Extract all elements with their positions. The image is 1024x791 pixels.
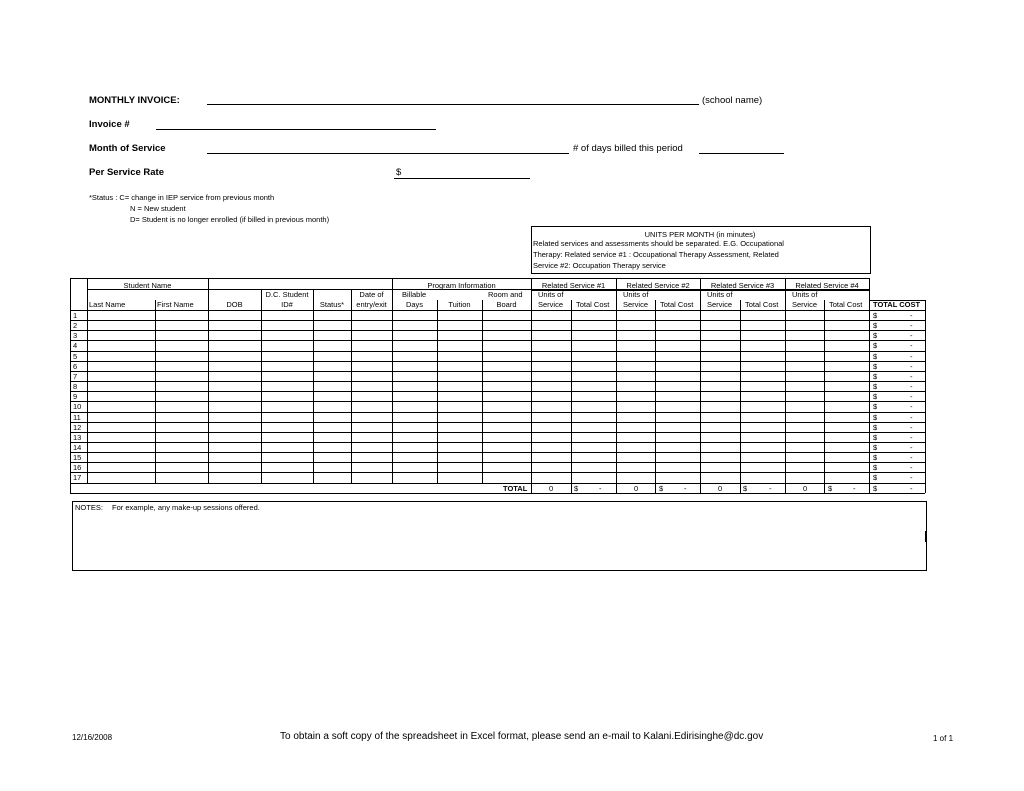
school-name-hint: (school name) bbox=[702, 95, 763, 106]
row-number: 6 bbox=[73, 361, 78, 371]
monthly-invoice-label: MONTHLY INVOICE: bbox=[89, 95, 180, 106]
footer-page-number: 1 of 1 bbox=[933, 734, 954, 743]
row-number: 3 bbox=[73, 331, 78, 341]
row-number: 17 bbox=[73, 473, 82, 483]
grid-vline bbox=[261, 290, 262, 483]
row-number: 14 bbox=[73, 442, 82, 452]
row-total-dollar: $ bbox=[873, 392, 878, 402]
row-number: 13 bbox=[73, 432, 82, 442]
row-number: 4 bbox=[73, 341, 78, 351]
row-total-value: - bbox=[910, 422, 913, 432]
row-total-dollar: $ bbox=[873, 321, 878, 331]
units-box-line1: Related services and assessments should be separated. E.G. Occupational bbox=[533, 239, 784, 248]
grid-vline bbox=[313, 290, 314, 483]
room-header-2: Board bbox=[496, 300, 517, 309]
units-box-line3: Service #2: Occupation Therapy service bbox=[533, 261, 666, 270]
dob-header: DOB bbox=[226, 300, 243, 309]
row-total-value: - bbox=[910, 311, 913, 320]
total-label: TOTAL bbox=[503, 483, 528, 493]
grid-hline bbox=[531, 290, 869, 291]
row-total-value: - bbox=[910, 463, 913, 473]
row-number: 1 bbox=[73, 311, 78, 320]
notes-resize-marker bbox=[925, 531, 927, 542]
rs3-group-header: Related Service #3 bbox=[710, 281, 775, 290]
status-note-line2: N = New student bbox=[130, 204, 186, 213]
status-note-line1: *Status : C= change in IEP service from previous month bbox=[89, 193, 275, 202]
row-total-dollar: $ bbox=[873, 412, 878, 422]
row-number: 2 bbox=[73, 321, 78, 331]
first-name-header: First Name bbox=[157, 300, 194, 309]
month-of-service-label: Month of Service bbox=[89, 143, 166, 154]
grid-hline bbox=[70, 493, 925, 494]
date-header-2: entry/exit bbox=[356, 300, 387, 309]
dc-student-header-2: ID# bbox=[281, 300, 293, 309]
last-name-header: Last Name bbox=[89, 300, 126, 309]
month-of-service-field[interactable] bbox=[207, 153, 569, 154]
row-total-value: - bbox=[910, 402, 913, 412]
row-total-value: - bbox=[910, 351, 913, 361]
rate-dollar-sign: $ bbox=[396, 167, 402, 178]
row-total-dollar: $ bbox=[873, 473, 878, 483]
units-box-title: UNITS PER MONTH (in minutes) bbox=[644, 230, 756, 239]
notes-text: For example, any make-up sessions offered. bbox=[112, 503, 260, 512]
grid-hline bbox=[70, 462, 925, 463]
rs2-group-header: Related Service #2 bbox=[626, 281, 690, 290]
rs4-total-units: 0 bbox=[803, 483, 808, 493]
rs4-total-cost: - bbox=[853, 483, 856, 493]
row-number: 16 bbox=[73, 463, 82, 473]
grid-vline bbox=[925, 300, 926, 493]
rs2-units-header-1: Units of bbox=[623, 290, 649, 299]
rs3-total-units: 0 bbox=[718, 483, 723, 493]
units-box-line2: Therapy: Related service #1 : Occupational Therapy Assessment, Related bbox=[533, 250, 779, 259]
invoice-number-label: Invoice # bbox=[89, 119, 130, 130]
rs3-total-cost: - bbox=[769, 483, 772, 493]
per-service-rate-field[interactable] bbox=[394, 178, 530, 179]
row-total-value: - bbox=[910, 341, 913, 351]
row-total-dollar: $ bbox=[873, 453, 878, 463]
row-total-value: - bbox=[910, 361, 913, 371]
grid-hline bbox=[70, 483, 925, 484]
row-number: 8 bbox=[73, 382, 78, 392]
rs3-total-dollar: $ bbox=[743, 483, 748, 493]
row-number: 5 bbox=[73, 351, 78, 361]
grid-vline bbox=[655, 300, 656, 493]
row-number: 7 bbox=[73, 371, 78, 381]
row-total-dollar: $ bbox=[873, 341, 878, 351]
row-total-dollar: $ bbox=[873, 311, 878, 320]
rs1-total-cost: - bbox=[599, 483, 602, 493]
grid-hline bbox=[70, 351, 925, 352]
rs3-units-header-2: Service bbox=[707, 300, 733, 309]
grid-hline bbox=[869, 300, 925, 301]
grid-hline bbox=[70, 278, 869, 279]
rs4-cost-header: Total Cost bbox=[829, 300, 863, 309]
row-total-value: - bbox=[910, 331, 913, 341]
grand-total-dollar: $ bbox=[873, 483, 878, 493]
rs1-units-header-1: Units of bbox=[538, 290, 564, 299]
billable-header-1: Billable bbox=[402, 290, 427, 299]
grand-total-cost: - bbox=[910, 483, 913, 493]
grid-hline bbox=[70, 452, 925, 453]
row-total-value: - bbox=[910, 382, 913, 392]
grid-hline bbox=[70, 330, 925, 331]
row-total-dollar: $ bbox=[873, 382, 878, 392]
footer-message: To obtain a soft copy of the spreadsheet in Excel format, please send an e-mail to Kalani.Edirisinghe@dc.gov bbox=[280, 731, 764, 742]
notes-label: NOTES: bbox=[75, 503, 103, 512]
grid-hline bbox=[70, 432, 925, 433]
rs4-units-header-1: Units of bbox=[792, 290, 818, 299]
per-service-rate-label: Per Service Rate bbox=[89, 167, 164, 178]
rs4-total-dollar: $ bbox=[828, 483, 833, 493]
rs2-cost-header: Total Cost bbox=[660, 300, 694, 309]
grid-hline bbox=[70, 371, 925, 372]
grid-hline bbox=[70, 442, 925, 443]
grid-hline bbox=[70, 412, 925, 413]
row-total-dollar: $ bbox=[873, 331, 878, 341]
dc-student-header-1: D.C. Student bbox=[265, 290, 309, 299]
grid-hline bbox=[70, 340, 925, 341]
room-header-1: Room and bbox=[488, 290, 523, 299]
invoice-number-field[interactable] bbox=[156, 129, 436, 130]
status-note-line3: D= Student is no longer enrolled (if billed in previous month) bbox=[130, 215, 330, 224]
grid-hline bbox=[70, 401, 925, 402]
days-billed-field[interactable] bbox=[699, 153, 784, 154]
grid-vline bbox=[740, 300, 741, 493]
row-total-dollar: $ bbox=[873, 432, 878, 442]
grid-hline bbox=[70, 361, 925, 362]
rs3-cost-header: Total Cost bbox=[745, 300, 779, 309]
row-total-value: - bbox=[910, 321, 913, 331]
status-header: Status* bbox=[319, 300, 345, 309]
footer-date: 12/16/2008 bbox=[72, 733, 113, 742]
row-total-dollar: $ bbox=[873, 361, 878, 371]
grand-total-cost-header: TOTAL COST bbox=[873, 300, 921, 309]
rs2-total-units: 0 bbox=[634, 483, 639, 493]
row-total-dollar: $ bbox=[873, 402, 878, 412]
rs1-total-units: 0 bbox=[549, 483, 554, 493]
row-total-dollar: $ bbox=[873, 351, 878, 361]
row-total-value: - bbox=[910, 371, 913, 381]
row-total-dollar: $ bbox=[873, 463, 878, 473]
row-total-value: - bbox=[910, 442, 913, 452]
rs1-group-header: Related Service #1 bbox=[541, 281, 606, 290]
rs4-group-header: Related Service #4 bbox=[795, 281, 859, 290]
rs4-units-header-2: Service bbox=[792, 300, 818, 309]
row-number: 9 bbox=[73, 392, 78, 402]
row-total-dollar: $ bbox=[873, 422, 878, 432]
days-billed-label: # of days billed this period bbox=[573, 143, 683, 154]
row-total-dollar: $ bbox=[873, 442, 878, 452]
grid-hline bbox=[70, 381, 925, 382]
billable-header-2: Days bbox=[405, 300, 424, 309]
row-number: 11 bbox=[73, 412, 81, 422]
rs1-units-header-2: Service bbox=[538, 300, 564, 309]
rs2-total-dollar: $ bbox=[659, 483, 664, 493]
date-header-1: Date of bbox=[359, 290, 384, 299]
grid-vline bbox=[571, 300, 572, 493]
grid-hline bbox=[70, 320, 925, 321]
rs1-total-dollar: $ bbox=[574, 483, 579, 493]
row-number: 12 bbox=[73, 422, 82, 432]
tuition-header: Tuition bbox=[448, 300, 471, 309]
grid-vline bbox=[351, 290, 352, 483]
row-number: 10 bbox=[73, 402, 82, 412]
row-total-value: - bbox=[910, 412, 913, 422]
row-total-value: - bbox=[910, 453, 913, 463]
row-total-value: - bbox=[910, 432, 913, 442]
grid-hline bbox=[70, 310, 925, 311]
student-name-group-header: Student Name bbox=[123, 281, 172, 290]
rs3-units-header-1: Units of bbox=[707, 290, 733, 299]
grid-hline bbox=[70, 422, 925, 423]
rs2-units-header-2: Service bbox=[623, 300, 649, 309]
row-number: 15 bbox=[73, 453, 82, 463]
grid-vline bbox=[824, 300, 825, 493]
grid-hline bbox=[70, 391, 925, 392]
rs2-total-cost: - bbox=[684, 483, 687, 493]
row-total-value: - bbox=[910, 473, 913, 483]
row-total-dollar: $ bbox=[873, 371, 878, 381]
rs1-cost-header: Total Cost bbox=[576, 300, 610, 309]
grid-hline bbox=[70, 472, 925, 473]
program-info-group-header: Program Information bbox=[427, 281, 496, 290]
school-name-field[interactable] bbox=[207, 104, 699, 105]
row-total-value: - bbox=[910, 392, 913, 402]
